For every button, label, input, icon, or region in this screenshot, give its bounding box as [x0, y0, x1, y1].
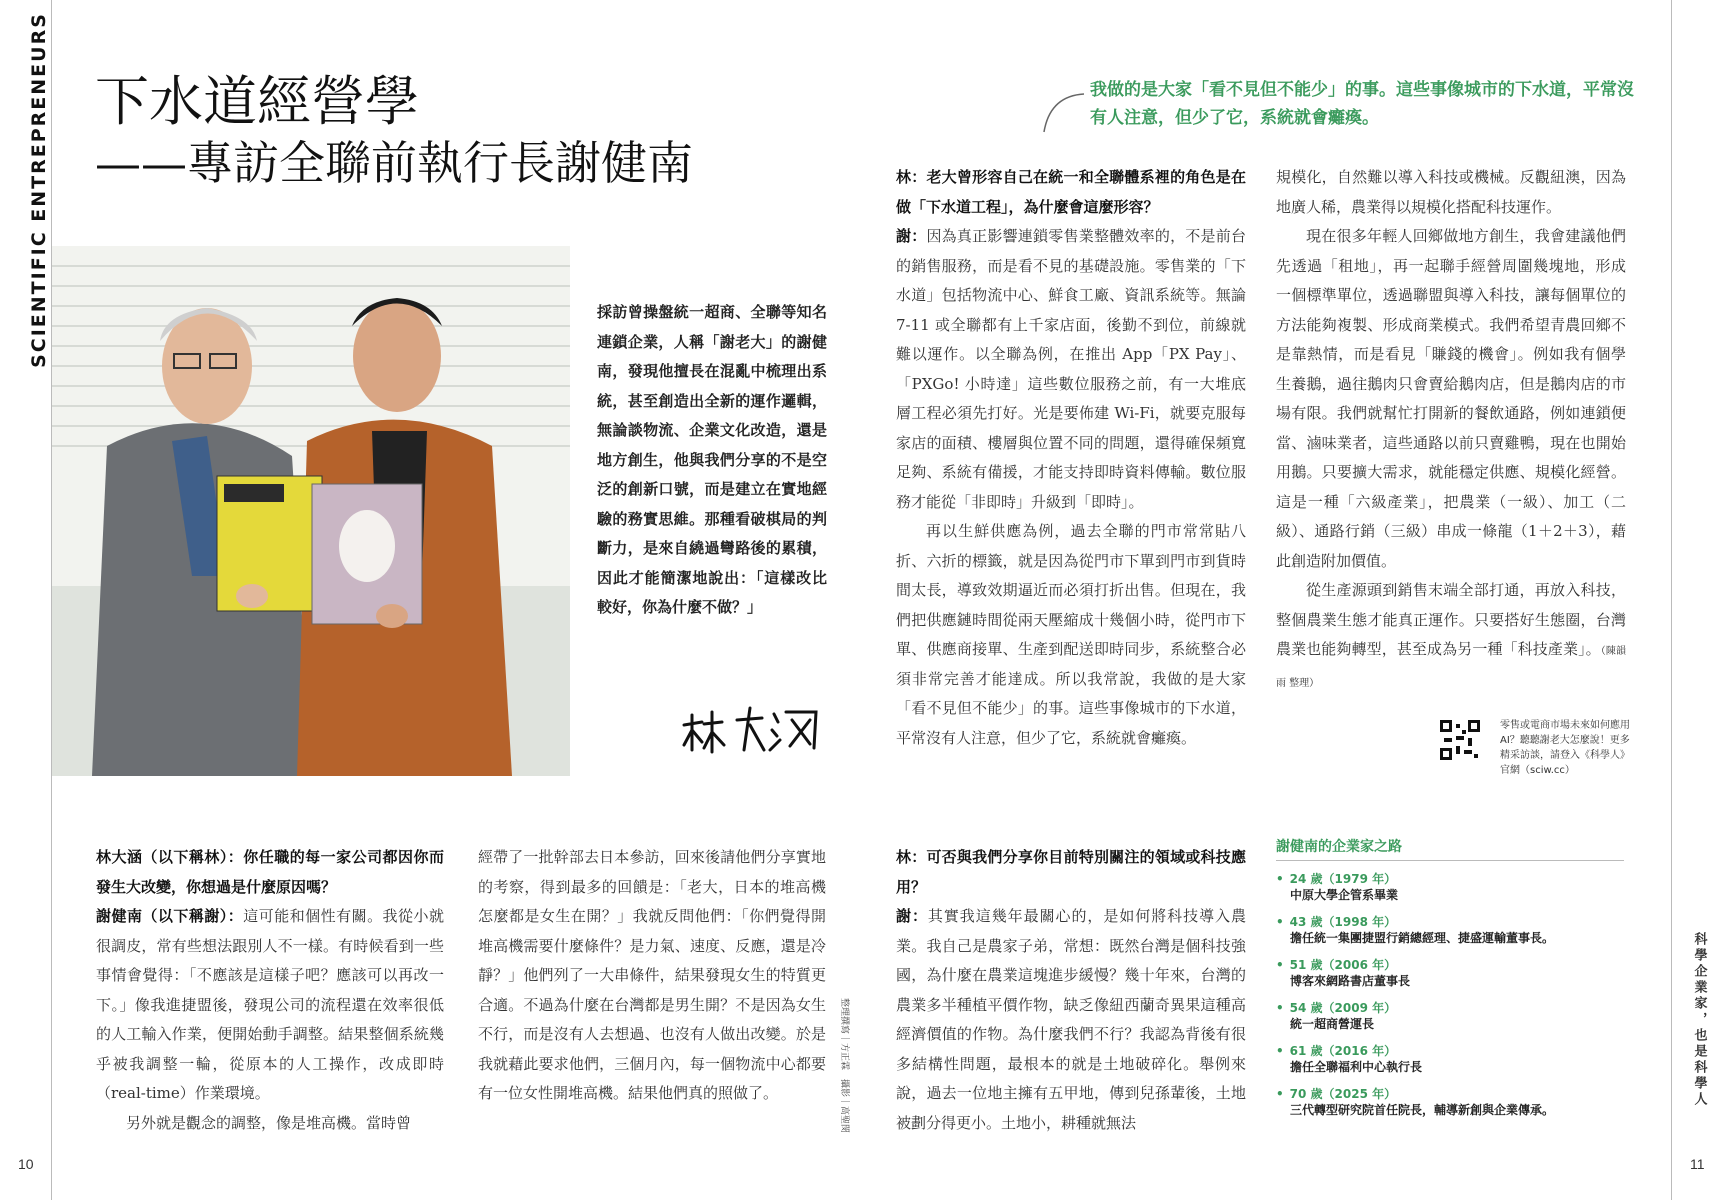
- section-tag: SCIENTIFIC ENTREPRENEURS: [28, 12, 51, 368]
- article-intro: 採訪曾操盤統一超商、全聯等知名連鎖企業，人稱「謝老大」的謝健南，發現他擅長在混亂中梳理出系統，甚至創造出全新的運作邏輯，無論談物流、企業文化改造，還是地方創生，他與我們分享的不是空泛的創新口號，而是建立在實地經驗的務實思維。那種看破棋局的判斷力，是來自繞過彎路後的累積，因此才能簡潔地說出：「這樣改比較好，你為什麼不做？」: [597, 303, 827, 616]
- interview-photo: [52, 246, 570, 776]
- timeline-desc: 三代轉型研究院首任院長，輔導新創與企業傳承。: [1290, 1103, 1555, 1117]
- answer-label-1: 謝健南（以下稱謝）：: [96, 907, 244, 925]
- right-column-1: [896, 163, 1246, 753]
- left-column-2: [478, 843, 826, 1109]
- answer-2-continued: 再以生鮮供應為例，過去全聯的門市常常貼八折、六折的標籤，就是因為從門市下單到門市到貨時間太長，導致效期逼近而必須打折出售。但現在，我們把供應鏈時間從兩天壓縮成十幾個小時，從門市下單、供應商接單、生產到配送即時同步，系統整合必須非常完善才能達成。所以我常說，我做的是大家「看不見但不能少」的事。這些事像城市的下水道，平常沒有人注意，但少了它，系統就會癱瘓。: [896, 522, 1246, 747]
- qr-section: [1430, 712, 1635, 777]
- timeline-desc: 中原大學企管系畢業: [1290, 888, 1399, 902]
- timeline-title: 謝健南的企業家之路: [1276, 839, 1402, 855]
- timeline-item: [1276, 872, 1636, 903]
- pull-quote-block: [1030, 76, 1650, 132]
- timeline-item: [1276, 1001, 1636, 1032]
- timeline-desc: 擔任全聯福利中心執行長: [1290, 1060, 1423, 1074]
- column-4-p1: 規模化，自然難以導入科技或機械。反觀紐澳，因為地廣人稀，農業得以規模化搭配科技運作。: [1276, 168, 1626, 216]
- column-4-p3: 從生產源頭到銷售末端全部打通，再放入科技，整個農業生態才能真正運作。只要搭好生態圈，台灣農業也能夠轉型，甚至成為另一種「科技產業」。: [1276, 581, 1626, 658]
- timeline-desc: 擔任統一集團捷盟行銷總經理、捷盛運輸董事長。: [1290, 931, 1555, 945]
- right-column-2: [1276, 163, 1626, 698]
- question-3: 林：可否與我們分享你目前特別關注的領域或科技應用？: [896, 848, 1246, 896]
- qr-code[interactable]: [1440, 720, 1480, 760]
- timeline-item: [1276, 915, 1636, 946]
- left-column-1: [96, 843, 444, 1138]
- pull-quote: 我做的是大家「看不見但不能少」的事。這些事像城市的下水道，平常沒有人注意，但少了它，系統就會癱瘓。: [1090, 80, 1634, 128]
- timeline-list: [1276, 872, 1636, 1130]
- timeline-desc: 統一超商營運長: [1290, 1017, 1375, 1031]
- timeline-age: • 61 歲（2016 年）: [1276, 1044, 1636, 1059]
- answer-label-3: 謝：: [896, 907, 928, 925]
- timeline-age: • 51 歲（2006 年）: [1276, 958, 1636, 973]
- article-subtitle: ——專訪全聯前執行長謝健南: [95, 136, 693, 190]
- answer-label-2: 謝：: [896, 227, 927, 245]
- right-page-edge: [1671, 0, 1672, 1200]
- qr-caption: 零售或電商市場未來如何應用 AI？聽聽謝老大怎麼說！更多精采訪談，請登入《科學人》官網（sciw.cc）: [1500, 720, 1630, 776]
- timeline-age: • 54 歲（2009 年）: [1276, 1001, 1636, 1016]
- right-column-3: [896, 843, 1246, 1138]
- answer-2: 因為真正影響連鎖零售業整體效率的，不是前台的銷售服務，而是看不見的基礎設施。零售業的「下水道」包括物流中心、鮮食工廠、資訊系統等。無論 7-11 或全聯都有上千家店面，後勤不到位，前線就難以運作。以全聯為例，在推出 App「PX Pay」、「PXGo! 小時達」這些數位服務之前，有一大堆底層工程必須先打好。光是要佈建 Wi-Fi，就要克服每家店的面積、樓層與位置不同的問題，還得確保頻寬足夠、系統有備援，才能支持即時資料傳輸。數位服務才能從「非即時」升級到「即時」。: [896, 227, 1246, 511]
- photo-credit: 整理撰寫｜方正霖 攝影｜高聖閔: [838, 997, 849, 1133]
- article-title: 下水道經營學: [95, 70, 419, 133]
- timeline-desc: 博客來網路書店董事長: [1290, 974, 1411, 988]
- signature: [682, 700, 822, 764]
- question-1: 林大涵（以下稱林）：你任職的每一家公司都因你而發生大改變，你想過是什麼原因嗎？: [96, 848, 444, 896]
- timeline-age: • 70 歲（2025 年）: [1276, 1087, 1636, 1102]
- question-2: 林：老大曾形容自己在統一和全聯體系裡的角色是在做「下水道工程」，為什麼會這麼形容？: [896, 168, 1246, 216]
- page-number-left: 10: [18, 1156, 34, 1172]
- timeline-item: [1276, 958, 1636, 989]
- timeline-rule: [1276, 860, 1624, 861]
- column-4-p2: 現在很多年輕人回鄉做地方創生，我會建議他們先透過「租地」，再一起聯手經營周圍幾塊地，形成一個標準單位，透過聯盟與導入科技，讓每個單位的方法能夠複製、形成商業模式。我們希望青農回鄉不是靠熱情，而是看見「賺錢的機會」。例如我有個學生養鵝，過往鵝肉只會賣給鵝肉店，但是鵝肉店的市場有限。我們就幫忙打開新的餐飲通路，例如連鎖便當、滷味業者，這些通路以前只賣雞鴨，現在也開始用鵝。只要擴大需求，就能穩定供應、規模化經營。這是一種「六級產業」，把農業（一級）、加工（二級）、通路行銷（三級）串成一條龍（1＋2＋3），藉此創造附加價值。: [1276, 227, 1626, 570]
- answer-1: 這可能和個性有關。我從小就很調皮，常有些想法跟別人不一樣。有時候看到一些事情會覺得：「不應該是這樣子吧？應該可以再改一下。」像我進捷盟後，發現公司的流程還在效率很低的人工輸入作業，便開始動手調整。結果整個系統幾乎被我調整一輪，從原本的人工操作，改成即時（real-time）作業環境。: [96, 907, 444, 1102]
- timeline-age: • 24 歲（1979 年）: [1276, 872, 1636, 887]
- timeline-item: [1276, 1087, 1636, 1118]
- answer-3: 其實我這幾年最關心的，是如何將科技導入農業。我自己是農家子弟，常想：既然台灣是個科技強國，為什麼在農業這塊進步緩慢？幾十年來，台灣的農業多半種植平價作物，缺乏像紐西蘭奇異果這種高經濟價值的作物。為什麼我們不行？我認為背後有很多結構性問題，最根本的就是土地破碎化。舉例來說，過去一位地主擁有五甲地，傳到兒孫輩後，土地被劃分得更小。土地小，耕種就無法: [896, 907, 1246, 1132]
- answer-1-continued: 另外就是觀念的調整，像是堆高機。當時曾: [126, 1113, 412, 1132]
- column-2-text: 經帶了一批幹部去日本參訪，回來後請他們分享實地的考察，得到最多的回饋是：「老大，日本的堆高機怎麼都是女生在開？」我就反問他們：「你們覺得開堆高機需要什麼條件？是力氣、速度、反應，還是冷靜？」他們列了一大串條件，結果發現女生的特質更合適。不過為什麼在台灣都是男生開？不是因為女生不行，而是沒有人去想過、也沒有人做出改變。於是我就藉此要求他們，三個月內，每一個物流中心都要有一位女性開堆高機。結果他們真的照做了。: [478, 848, 826, 1102]
- page-number-right: 11: [1690, 1156, 1705, 1172]
- editor-note: （陳韻雨 整理）: [1276, 646, 1626, 689]
- vertical-slogan: 科學企業家，也是科學人: [1691, 932, 1707, 1108]
- timeline-item: [1276, 1044, 1636, 1075]
- timeline-age: • 43 歲（1998 年）: [1276, 915, 1636, 930]
